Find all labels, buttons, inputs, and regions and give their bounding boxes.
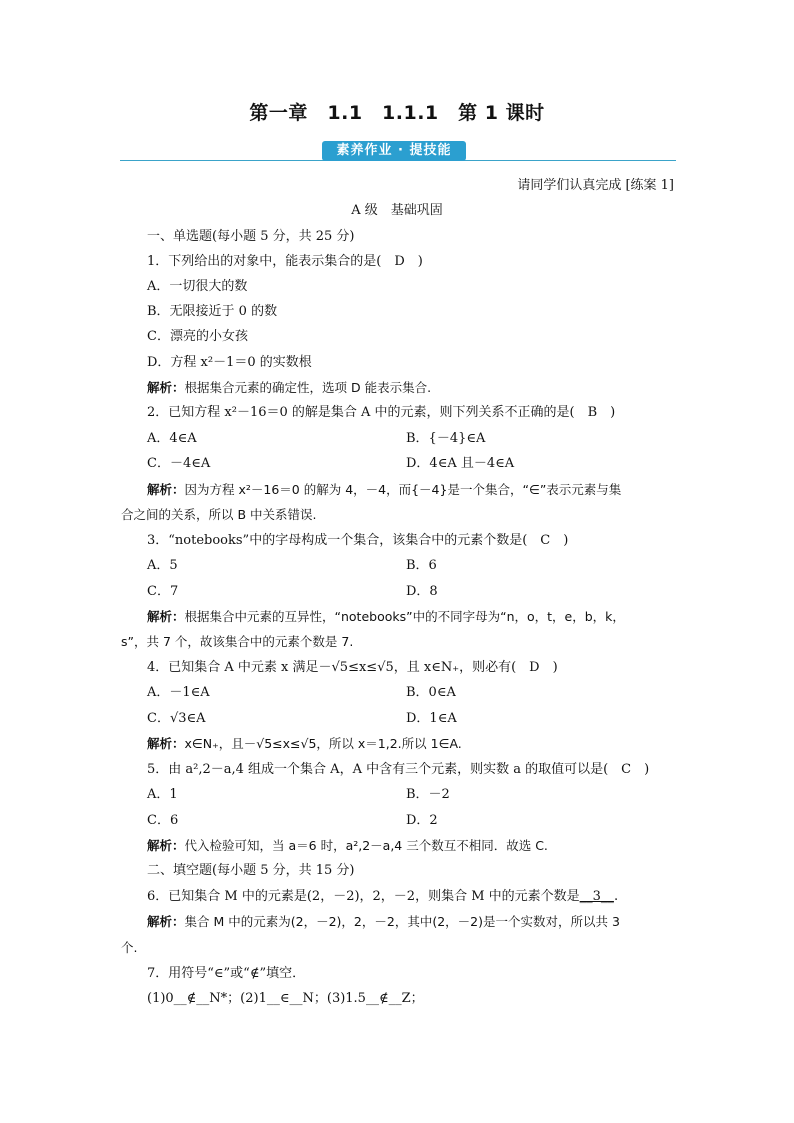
page-title: 第一章 1.1 1.1.1 第 1 课时 (249, 102, 545, 124)
question-4-option-a: A．－1∈A (147, 685, 210, 700)
question-3-option-a: A．5 (147, 558, 178, 573)
question-3-option-b: B．6 (406, 558, 437, 573)
solution-text: 根据集合元素的确定性，选项 D 能表示集合. (184, 380, 432, 395)
question-2-solution (147, 482, 621, 498)
question-2-option-b: B．{－4}∈A (406, 431, 486, 446)
question-6-solution (147, 914, 620, 930)
question-3-option-d: D．8 (406, 584, 438, 599)
question-7-stem: 7．用符号“∈”或“∉”填空． (147, 966, 306, 981)
section-heading-fill-in: 二、填空题(每小题 5 分，共 15 分) (147, 863, 355, 878)
solution-label: 解析： (147, 609, 185, 624)
question-1-option-a: A．一切很大的数 (147, 279, 248, 294)
question-5-option-c: C．6 (147, 813, 179, 828)
question-1-option-b: B．无限接近于 0 的数 (147, 304, 278, 319)
question-4-solution (147, 736, 462, 752)
question-1-option-d: D．方程 x²－1＝0 的实数根 (147, 355, 312, 370)
question-6-solution-cont: 个. (121, 940, 138, 955)
solution-label: 解析： (147, 380, 185, 395)
question-7-fill: (1)0__∉__N*；(2)1__∈__N；(3)1.5__∉__Z； (147, 991, 424, 1006)
solution-label: 解析： (147, 736, 185, 751)
solution-text: x∈N₊，且－√5≤x≤√5，所以 x＝1,2.所以 1∈A. (184, 736, 462, 751)
question-2-stem: 2．已知方程 x²－16＝0 的解是集合 A 中的元素，则下列关系不正确的是( B ) (147, 405, 616, 420)
exercise-note: 请同学们认真完成 [练案 1] (517, 178, 674, 193)
question-5-option-a: A．1 (147, 787, 178, 802)
solution-text: 因为方程 x²－16＝0 的解为 4，－4，而{－4}是一个集合，“∈”表示元素与集 (184, 482, 622, 497)
solution-text: 根据集合中元素的互异性，“notebooks”中的不同字母为“n，o，t，e，b，k， (184, 609, 625, 624)
question-2-option-d: D．4∈A 且－4∈A (406, 456, 515, 471)
question-6-end: . (613, 889, 619, 904)
question-2-solution-cont: 合之间的关系，所以 B 中关系错误. (121, 507, 317, 522)
question-3-option-c: C．7 (147, 584, 179, 599)
solution-label: 解析： (147, 914, 185, 929)
solution-label: 解析： (147, 482, 185, 497)
question-5-option-d: D．2 (406, 813, 438, 828)
question-4-stem: 4．已知集合 A 中元素 x 满足－√5≤x≤√5，且 x∈N₊，则必有( D ) (147, 660, 558, 675)
question-5-solution (147, 838, 548, 854)
question-5-option-b: B．－2 (406, 787, 450, 802)
question-2-option-c: C．－4∈A (147, 456, 211, 471)
question-4-option-c: C．√3∈A (147, 711, 206, 726)
question-6-stem (147, 889, 618, 905)
level-heading: A 级 基础巩固 (351, 203, 443, 218)
question-2-option-a: A．4∈A (147, 431, 197, 446)
solution-text: 代入检验可知，当 a＝6 时，a²,2－a,4 三个数互不相同．故选 C. (184, 838, 548, 853)
question-4-option-b: B．0∈A (406, 685, 456, 700)
question-4-option-d: D．1∈A (406, 711, 457, 726)
question-6-text: 6．已知集合 M 中的元素是(2，－2)，2，－2，则集合 M 中的元素个数是 (147, 889, 580, 904)
question-6-answer: __3__ (579, 889, 614, 904)
question-3-solution-cont: s”，共 7 个，故该集合中的元素个数是 7. (121, 634, 354, 649)
section-badge: 素养作业 · 提技能 (322, 141, 466, 161)
question-3-solution (147, 609, 625, 625)
section-heading-single-choice: 一、单选题(每小题 5 分，共 25 分) (147, 229, 355, 244)
solution-label: 解析： (147, 838, 185, 853)
question-3-stem: 3．“notebooks”中的字母构成一个集合，该集合中的元素个数是( C ) (147, 533, 569, 548)
question-1-solution (147, 380, 431, 396)
question-1-option-c: C．漂亮的小女孩 (147, 329, 248, 344)
solution-text: 集合 M 中的元素为(2，－2)，2，－2，其中(2，－2)是一个实数对，所以共 3 (184, 914, 620, 929)
question-5-stem: 5．由 a²,2－a,4 组成一个集合 A，A 中含有三个元素，则实数 a 的取值可以是( C ) (147, 762, 650, 777)
question-1-stem: 1．下列给出的对象中，能表示集合的是( D ) (147, 254, 423, 269)
